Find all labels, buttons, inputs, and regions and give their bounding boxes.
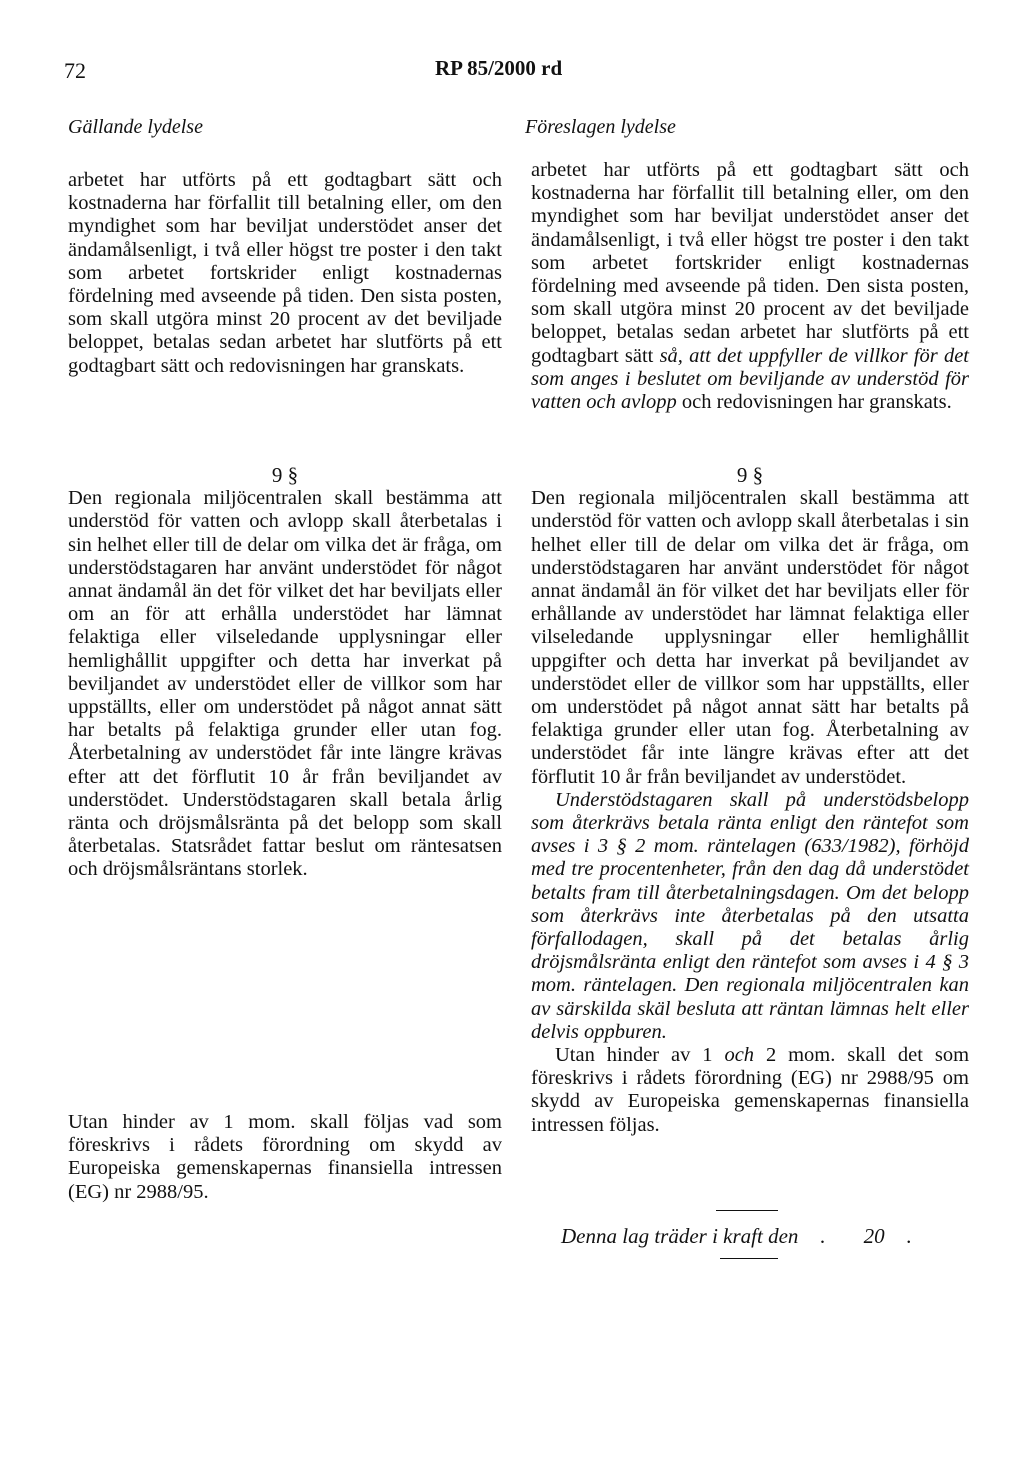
right-section-9 — [531, 464, 969, 1137]
right-paragraph-1 — [531, 159, 969, 414]
right-column-heading: Föreslagen lydelse — [525, 116, 676, 138]
right-paragraph-2-text: Den regionala miljöcentralen skall bestämma att understöd för vatten och avlopp skall återbetalas i sin helhet eller till de delar om vilka det är fråga, om understödstagaren har använt understödet för något annat ändamål än för vilket det har beviljats eller för erhållande av understödet har lämnat felaktiga eller vilseledande upplysningar eller hemlighållit uppgifter och detta har inverkat på beviljandet av understödet eller de villkor som har uppställts, eller om understödet på något annat sätt har betalts på felaktiga grunder eller utan fog. Återbetalning av understödet får inte längre krävas efter att det förflutit 10 år från beviljandet av understödet. — [531, 487, 969, 788]
right-paragraph-3-text: Understödstagaren skall på understödsbelopp som återkrävs betala ränta enligt den räntefot som avses i 3 § 2 mom. räntelagen (633/1982), förhöjd med tre procentenheter, från den dag då understödet betalts fram till återbetalningsdagen. Om det belopp som återkrävs inte återbetalas på den utsatta förfallodagen, skall på det betalas årlig dröjsmålsränta enligt den räntefot som avses i 4 § 3 mom. räntelagen. Den regionala miljöcentralen kan av särskilda skäl besluta att räntan lämnas helt eller delvis oppburen. — [531, 788, 969, 1043]
left-section-title: 9 § — [271, 463, 299, 487]
left-paragraph-2-text: Den regionala miljöcentralen skall bestämma att understöd för vatten och avlopp skall återbetalas i sin helhet eller till de delar om vilka det är fråga, om understödstagaren har använt understödet för något annat ändamål än det för vilket det har beviljats eller om an för att erhålla understödet har lämnat felaktiga eller vilseledande upplysningar eller hemlighållit uppgifter och detta har inverkat på beviljandet av understödet eller de villkor som har uppställts, eller om understödet på något annat sätt har betalts på felaktiga grunder eller utan fog. Återbetalning av understödet får inte längre krävas efter att det förflutit 10 år från beviljandet av understödet. Understödstagaren skall betala årlig ränta och dröjsmålsränta på det belopp som skall återbetalas. Statsrådet fattar beslut om räntesatsen och dröjsmålsräntans storlek. — [68, 487, 502, 881]
right-paragraph-4-amendment: och — [724, 1044, 755, 1067]
entry-into-force-dot-1: . — [820, 1224, 826, 1248]
separator-rule-top — [716, 1210, 778, 1211]
right-paragraph-1-amendment: så, att det uppfyller de villkor för det som anges i beslutet om beviljande av understöd för vatten och avlopp — [531, 344, 969, 414]
left-paragraph-3 — [68, 1111, 502, 1204]
right-paragraph-4-text — [531, 1044, 969, 1137]
right-paragraph-4-end: 2 mom. skall det som föreskrivs i rådets förordning (EG) nr 2988/95 om skydd av Europeiska gemenskapernas finansiella intressen följas. — [531, 1044, 970, 1136]
right-paragraph-1-text — [531, 159, 969, 414]
separator-rule-bottom — [720, 1258, 778, 1259]
page-number: 72 — [64, 58, 86, 83]
left-paragraph-3-text: Utan hinder av 1 mom. skall följas vad som föreskrivs i rådets förordning om skydd av Europeiska gemenskapernas finansiella intressen (EG) nr 2988/95. — [68, 1111, 502, 1203]
right-paragraph-4-start: Utan hinder av 1 — [555, 1044, 713, 1067]
entry-into-force-text: Denna lag träder i kraft den — [561, 1224, 799, 1248]
right-paragraph-1-start: arbetet har utförts på ett godtagbart sätt och kostnaderna har förfallit till betalning eller, om den myndighet som har beviljat understödet anser det ändamålsenligt, i två eller högst tre poster i den takt som arbetet fortskrider enligt kostnadernas fördelning med avseende på tiden. Den sista posten, som skall utgöra minst 20 procent av det beviljade beloppet, betalas sedan arbetet har slutförts på ett godtagbart sätt — [531, 159, 969, 367]
entry-into-force-dot-2: . — [906, 1224, 912, 1248]
right-section-title: 9 § — [736, 463, 764, 487]
left-paragraph-1 — [68, 169, 502, 378]
document-reference: RP 85/2000 rd — [435, 56, 563, 80]
entry-into-force-line — [561, 1224, 912, 1249]
left-column-heading: Gällande lydelse — [68, 116, 203, 138]
entry-into-force-year: 20 — [863, 1224, 885, 1248]
left-paragraph-1-text: arbetet har utförts på ett godtagbart sätt och kostnaderna har förfallit till betalning eller, om den myndighet som har beviljat understödet anser det ändamålsenligt, i två eller högst tre poster i den takt som arbetet fortskrider enligt kostnadernas fördelning med avseende på tiden. Den sista posten, som skall utgöra minst 20 procent av det beviljade beloppet, betalas sedan arbetet har slutförts på ett godtagbart sätt och redovisningen har granskats. — [68, 169, 502, 377]
right-paragraph-1-end: och redovisningen har granskats. — [681, 391, 952, 414]
left-section-9 — [68, 464, 502, 882]
